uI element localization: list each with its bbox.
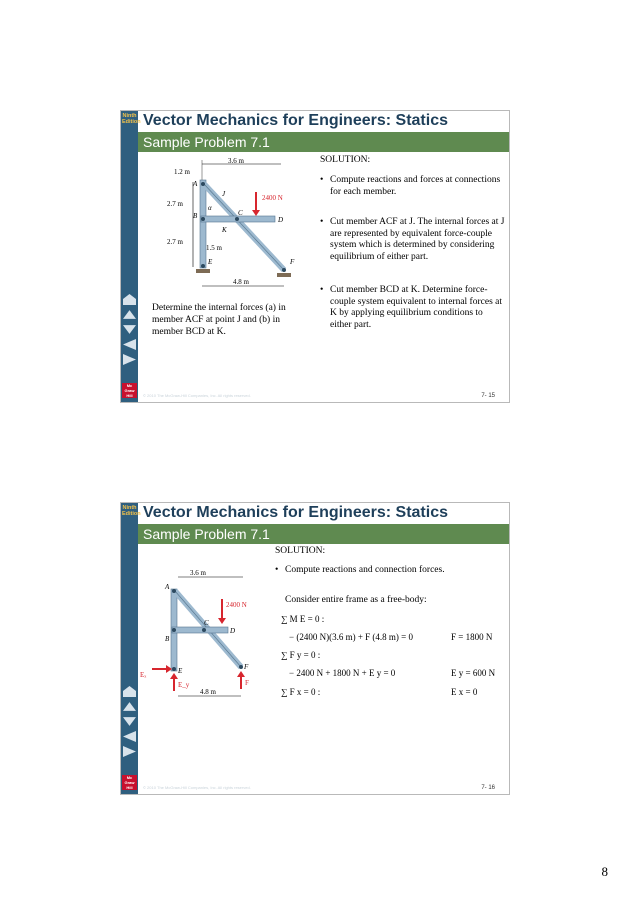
- eq-result-ey: E y = 600 N: [451, 668, 496, 678]
- pin-f: [239, 665, 243, 669]
- sidebar: [121, 111, 141, 402]
- bullet-3: • Cut member BCD at K. Determine force-couple system equivalent to internal forces at K by applying equilibrium conditions to either part.: [320, 285, 502, 330]
- slide-subtitle: Sample Problem 7.1: [143, 134, 270, 150]
- pin-e: [201, 264, 205, 268]
- bullet-2: • Cut member ACF at J. The internal forces at J are represented by equivalent force-couple system which is determined by considering equilibrium of either part.: [320, 217, 505, 262]
- slide-7-16: [120, 502, 510, 795]
- label-b: B: [193, 212, 198, 220]
- label-k: K: [222, 226, 227, 234]
- copyright-footer: © 2010 The McGraw-Hill Companies, Inc. All rights reserved.: [143, 393, 251, 398]
- eq-result-ex: E x = 0: [451, 687, 478, 697]
- label-f: F: [244, 663, 249, 671]
- eq-moment-e: ∑ M E = 0 :: [281, 614, 325, 624]
- pin-e: [172, 667, 176, 671]
- dim-left-bottom-label: 2.7 m: [167, 238, 183, 246]
- pin-a: [201, 182, 205, 186]
- dim-top-label: 3.6 m: [228, 157, 244, 165]
- subtitle-bar: [138, 132, 509, 152]
- label-d: D: [278, 216, 284, 224]
- label-a: A: [165, 583, 170, 591]
- home-icon[interactable]: [123, 294, 136, 305]
- solution-heading: SOLUTION:: [320, 155, 371, 165]
- support-e: [196, 269, 210, 273]
- freebody-text: Consider entire frame as a free-body:: [285, 595, 427, 605]
- bullet-1: • Compute reactions and forces at connections for each member.: [320, 175, 501, 197]
- pin-c: [235, 217, 239, 221]
- up-arrow-icon[interactable]: [123, 701, 136, 712]
- back-arrow-icon[interactable]: [123, 339, 136, 350]
- label-e: E: [178, 667, 183, 675]
- pin-f: [282, 268, 286, 272]
- label-alpha: α: [208, 204, 212, 212]
- load-label: 2400 N: [262, 194, 283, 202]
- subtitle-bar: [138, 524, 509, 544]
- label-j: J: [222, 190, 226, 198]
- label-c: C: [238, 209, 243, 217]
- member-bcd: [172, 627, 228, 633]
- label-a: A: [193, 180, 198, 188]
- support-f: [277, 273, 291, 277]
- eq-result-f: F = 1800 N: [451, 632, 493, 642]
- back-arrow-icon[interactable]: [123, 731, 136, 742]
- label-f-arrow: F: [245, 679, 249, 687]
- dim-bottom-label: 4.8 m: [233, 278, 249, 286]
- solution-heading: SOLUTION:: [275, 546, 326, 556]
- dim-inner-label: 1.5 m: [206, 244, 222, 252]
- page-number: 8: [601, 864, 608, 879]
- slide-7-15: [120, 110, 510, 403]
- pin-a: [172, 589, 176, 593]
- label-ex: Eₓ: [140, 671, 147, 679]
- member-acf-vertical: [200, 180, 206, 268]
- home-icon[interactable]: [123, 686, 136, 697]
- slide-subtitle: Sample Problem 7.1: [143, 526, 270, 542]
- slide-number: 7- 15: [481, 393, 495, 399]
- eq-sum-fy: ∑ F y = 0 :: [281, 650, 321, 660]
- label-f: F: [290, 258, 295, 266]
- dim-left-mid-label: 2.7 m: [167, 200, 183, 208]
- problem-statement: Determine the internal forces (a) in member ACF at point J and (b) in member BCD at K.: [152, 303, 286, 337]
- pin-b: [172, 628, 176, 632]
- eq-sum-fy-expr: − 2400 N + 1800 N + E y = 0: [289, 668, 396, 678]
- down-arrow-icon[interactable]: [123, 324, 136, 335]
- eq-moment-e-expr: − (2400 N)(3.6 m) + F (4.8 m) = 0: [289, 632, 413, 642]
- slide-number: 7- 16: [481, 785, 495, 791]
- pin-c: [202, 628, 206, 632]
- forward-arrow-icon[interactable]: [123, 354, 136, 365]
- publisher-logo: Mc Graw Hill: [122, 775, 137, 790]
- bullet-1: • Compute reactions and connection forces.: [275, 565, 445, 575]
- edition-label: Ninth Edition: [122, 113, 141, 125]
- load-label: 2400 N: [226, 601, 247, 609]
- label-ey: E_y: [178, 681, 190, 689]
- label-d: D: [230, 627, 236, 635]
- dim-bottom-label: 4.8 m: [200, 688, 216, 696]
- dim-top-label: 3.6 m: [190, 569, 206, 577]
- dim-left-top-label: 1.2 m: [174, 168, 190, 176]
- eq-sum-fx: ∑ F x = 0 :: [281, 687, 321, 697]
- forward-arrow-icon[interactable]: [123, 746, 136, 757]
- label-b: B: [165, 635, 170, 643]
- copyright-footer: © 2010 The McGraw-Hill Companies, Inc. All rights reserved.: [143, 785, 251, 790]
- label-e: E: [208, 258, 213, 266]
- frame-diagram: [138, 152, 313, 302]
- edition-label: Ninth Edition: [122, 505, 141, 517]
- down-arrow-icon[interactable]: [123, 716, 136, 727]
- free-body-diagram: [138, 563, 278, 703]
- slide-title: Vector Mechanics for Engineers: Statics: [143, 112, 448, 129]
- label-c: C: [204, 619, 209, 627]
- publisher-logo: Mc Graw Hill: [122, 383, 137, 398]
- slide-title: Vector Mechanics for Engineers: Statics: [143, 504, 448, 521]
- sidebar: [121, 503, 141, 794]
- up-arrow-icon[interactable]: [123, 309, 136, 320]
- pin-b: [201, 217, 205, 221]
